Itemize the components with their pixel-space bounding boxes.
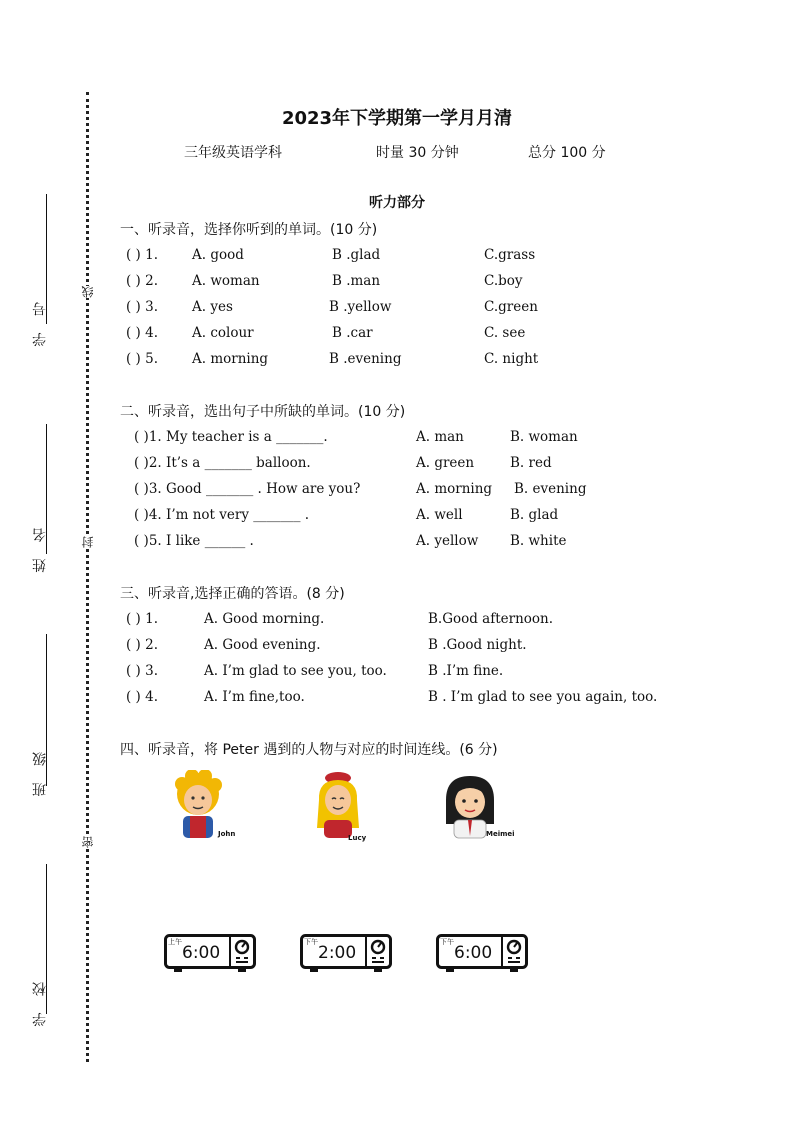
- listening-heading: 听力部分: [369, 195, 425, 211]
- exam-total-score: 总分 100 分: [528, 145, 606, 161]
- lucy-avatar-icon: [312, 770, 388, 844]
- clock-afternoon-6: [436, 934, 528, 974]
- clock-period: 上午: [168, 938, 182, 946]
- student-id-label: 学 号: [32, 296, 48, 347]
- clock-morning-6: [164, 934, 256, 974]
- john-name-label: John: [218, 830, 236, 838]
- section3-title: 三、听录音,选择正确的答语。(8 分): [120, 586, 345, 602]
- cut-mark-seal: 封: [81, 536, 95, 548]
- binding-dotted-line: [86, 92, 89, 1062]
- character-lucy: [312, 770, 388, 844]
- exam-subject: 三年级英语学科: [184, 145, 282, 161]
- clock-afternoon-2: [300, 934, 392, 974]
- section4-title: 四、听录音，将 Peter 遇到的人物与对应的时间连线。(6 分): [120, 742, 498, 758]
- school-label: 学 校: [32, 976, 48, 1027]
- meimei-name-label: Meimei: [486, 830, 515, 838]
- clock-period: 下午: [440, 938, 454, 946]
- clock-time: 6:00: [182, 943, 221, 963]
- cut-mark-line: 线: [81, 286, 95, 298]
- lucy-name-label: Lucy: [348, 834, 367, 842]
- name-label: 姓 名: [32, 522, 48, 573]
- section1-title: 一、听录音，选择你听到的单词。(10 分): [120, 222, 378, 238]
- cut-mark-secret: 密: [81, 836, 95, 848]
- clock-time: 6:00: [454, 943, 493, 963]
- exam-duration: 时量 30 分钟: [376, 145, 459, 161]
- clock-time: 2:00: [318, 943, 357, 963]
- character-john: [168, 770, 244, 842]
- section2-title: 二、听录音，选出句子中所缺的单词。(10 分): [120, 404, 406, 420]
- character-meimei: [440, 770, 520, 842]
- clock-period: 下午: [304, 938, 318, 946]
- class-label: 班 级: [32, 746, 48, 797]
- exam-title: 2023年下学期第一学月月清: [281, 108, 513, 129]
